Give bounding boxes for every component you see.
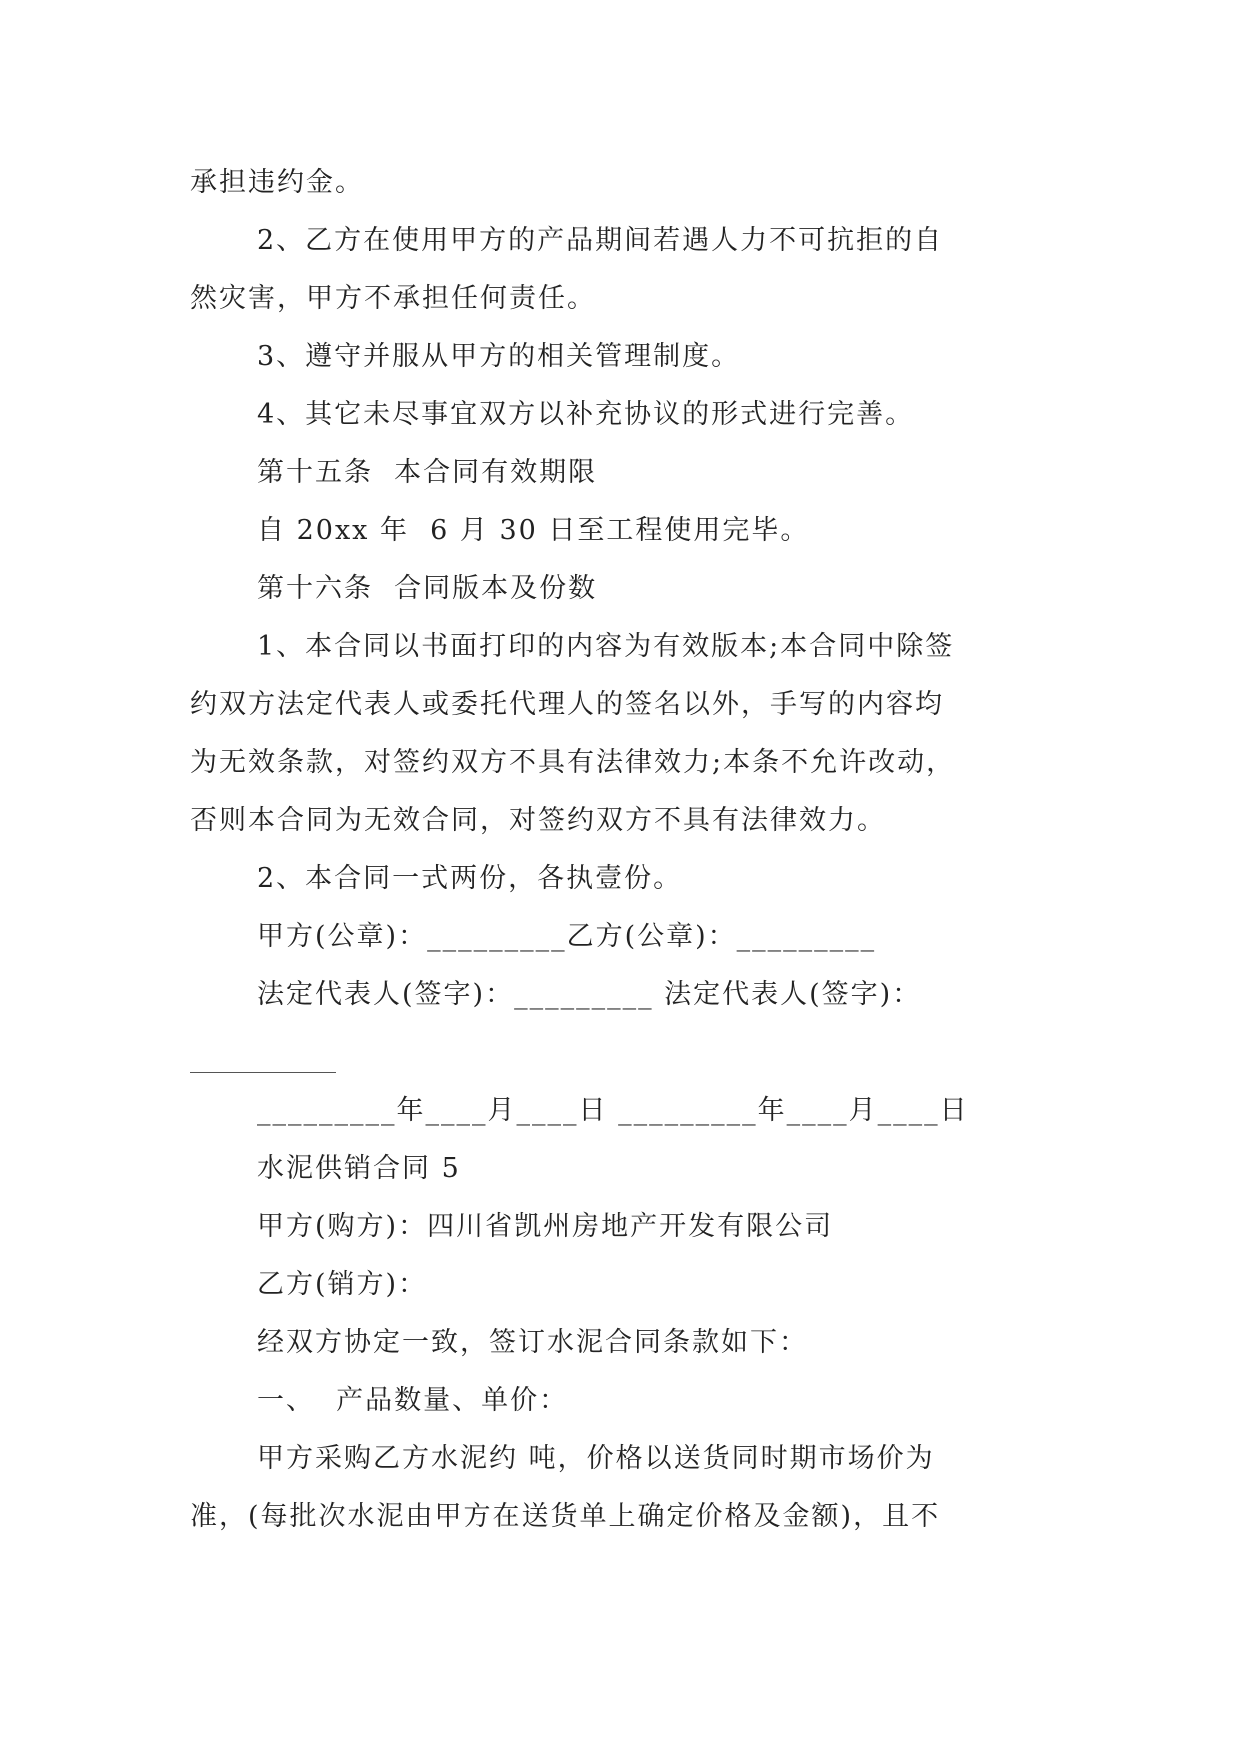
text-line: 2、本合同一式两份，各执壹份。 xyxy=(257,863,683,894)
text-line: 约双方法定代表人或委托代理人的签名以外，手写的内容均 xyxy=(190,689,944,720)
signature-line: 法定代表人(签字)：_________ 法定代表人(签字)： xyxy=(257,979,922,1010)
seal-line: 甲方(公章)：_________乙方(公章)：_________ xyxy=(257,921,877,952)
date-line: _________年____月____日 _________年____月____日 xyxy=(257,1095,969,1126)
text-line: 然灾害，甲方不承担任何责任。 xyxy=(190,283,596,314)
buyer-line: 甲方(购方)：四川省凯州房地产开发有限公司 xyxy=(257,1211,834,1242)
section-heading: 一、 产品数量、单价： xyxy=(257,1385,569,1416)
text-line: 自 20xx 年 6 月 30 日至工程使用完毕。 xyxy=(257,515,810,546)
signature-blank-rule xyxy=(190,1072,336,1073)
contract-title: 水泥供销合同 5 xyxy=(257,1153,461,1184)
text-line: 3、遵守并服从甲方的相关管理制度。 xyxy=(257,341,741,372)
text-line: 准，(每批次水泥由甲方在送货单上确定价格及金额)，且不 xyxy=(190,1501,941,1532)
text-line: 否则本合同为无效合同，对签约双方不具有法律效力。 xyxy=(190,805,886,836)
text-line: 1、本合同以书面打印的内容为有效版本;本合同中除签 xyxy=(257,631,955,662)
section-heading: 第十六条 合同版本及份数 xyxy=(257,573,598,604)
text-line: 4、其它未尽事宜双方以补充协议的形式进行完善。 xyxy=(257,399,915,430)
seller-line: 乙方(销方)： xyxy=(257,1269,428,1300)
text-line: 经双方协定一致，签订水泥合同条款如下： xyxy=(257,1327,808,1358)
text-line: 2、乙方在使用甲方的产品期间若遇人力不可抗拒的自 xyxy=(257,225,944,256)
text-line: 甲方采购乙方水泥约 吨，价格以送货同时期市场价为 xyxy=(257,1443,935,1474)
text-line: 为无效条款，对签约双方不具有法律效力;本条不允许改动， xyxy=(190,747,956,778)
text-line: 承担违约金。 xyxy=(190,167,364,198)
section-heading: 第十五条 本合同有效期限 xyxy=(257,457,598,488)
